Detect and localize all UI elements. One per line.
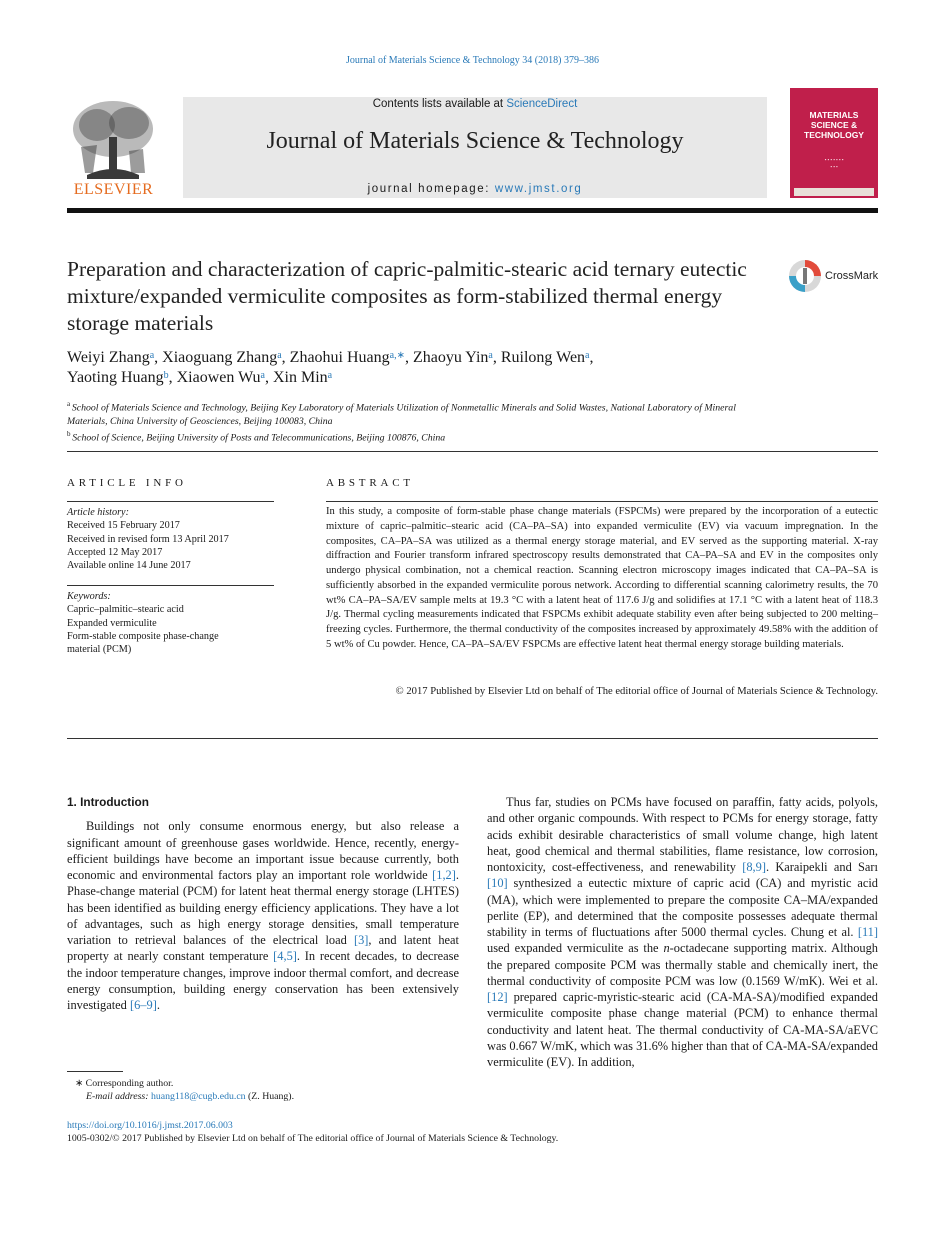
history-label: Article history: <box>67 507 129 518</box>
author-separator: , <box>281 349 290 366</box>
history-accepted: Accepted 12 May 2017 <box>67 546 163 558</box>
author-name: Xiaoguang Zhang <box>162 349 278 366</box>
citation-link[interactable]: [1,2] <box>432 868 456 882</box>
keywords-label: Keywords: <box>67 591 111 602</box>
abstract-copyright: © 2017 Published by Elsevier Ltd on behalf of The editorial office of Journal of Materials Science & Technology. <box>395 686 878 697</box>
article-info-heading: ARTICLE INFO <box>67 477 187 489</box>
text-run: . In recent decades, to decrease the indoor temperature changes, improve indoor thermal comfort, and decrease energy consumption, building energy conservation has been extensively investigated <box>67 949 459 1012</box>
affiliation-mark: b <box>67 430 73 439</box>
text-run: . <box>156 998 160 1012</box>
author-affil-mark[interactable]: a <box>488 350 493 361</box>
author-separator: , <box>168 369 177 386</box>
homepage-link[interactable]: www.jmst.org <box>494 183 583 195</box>
citation-link[interactable]: [6–9] <box>129 998 157 1012</box>
keywords-rule <box>67 585 274 586</box>
author-separator: , <box>154 349 163 366</box>
article-history <box>67 506 274 572</box>
citation-link[interactable]: [11] <box>857 925 878 939</box>
publisher-wordmark: ELSEVIER <box>73 181 154 198</box>
text-run: . Karaipekli and Sarı <box>765 860 878 874</box>
affiliation-mark: a <box>67 400 72 408</box>
author-name: Xin Min <box>273 369 328 386</box>
history-revised: Received in revised form 13 April 2017 <box>67 533 229 545</box>
author-separator: , <box>589 349 594 366</box>
section-heading: 1. Introduction <box>67 795 149 809</box>
author-name: Weiyi Zhang <box>67 349 150 366</box>
keyword: Form-stable composite phase-change material (PCM) <box>67 630 219 656</box>
citation-link[interactable]: [8,9] <box>742 860 766 874</box>
header-rule <box>67 208 878 213</box>
author-affil-mark[interactable]: a <box>149 350 155 361</box>
divider-bottom <box>67 738 878 739</box>
author-separator: , <box>265 369 273 386</box>
footnote-rule <box>67 1071 123 1072</box>
cover-decoration-2: ▪ ▪ ▪ <box>830 164 838 169</box>
sciencedirect-link[interactable]: ScienceDirect <box>506 98 578 110</box>
issn-line: 1005-0302/© 2017 Published by Elsevier Ltd on behalf of The editorial office of Journal of Materials Science & Technology. <box>67 1133 559 1144</box>
author-affil-mark[interactable]: a <box>327 370 333 381</box>
crossmark-icon <box>788 259 822 293</box>
author-name: Xiaowen Wu <box>176 369 261 386</box>
intro-paragraph-2 <box>487 794 878 1070</box>
keywords <box>67 590 274 656</box>
intro-paragraph-1 <box>67 818 459 1013</box>
article-info-rule <box>67 501 274 502</box>
article-title: Preparation and characterization of capric-palmitic-stearic acid ternary eutectic mixture/expanded vermiculite composites as form-stabilized thermal energy storage materials <box>67 257 747 335</box>
author-separator: , <box>404 349 413 366</box>
history-online: Available online 14 June 2017 <box>67 560 191 572</box>
homepage-line: journal homepage: www.jmst.org <box>367 183 583 195</box>
author-affil-mark[interactable]: b <box>163 370 169 381</box>
footnote-corresponding: ∗ Corresponding author. <box>75 1078 174 1089</box>
author-affil-mark[interactable]: a,∗ <box>389 350 405 361</box>
journal-cover <box>790 88 878 198</box>
author-name: Yaoting Huang <box>67 369 164 386</box>
author-name: Ruilong Wen <box>500 349 586 366</box>
author-affil-mark[interactable]: a <box>277 350 282 361</box>
crossmark-label: CrossMark <box>825 270 879 282</box>
affiliation-text: School of Science, Beijing University of Posts and Telecommunications, Beijing 100876, China <box>72 432 446 444</box>
author-list <box>67 348 867 388</box>
cover-band <box>794 188 874 196</box>
author-separator: , <box>492 349 501 366</box>
author-name: Zhaohui Huang <box>289 349 390 366</box>
citation-link[interactable]: [12] <box>487 990 508 1004</box>
citation-link[interactable]: [3] <box>353 933 369 947</box>
text-run: Thus far, studies on PCMs have focused on paraffin, fatty acids, polyols, and other organic compounds. With respect to PCMs for energy storage, fatty acids exhibit desirable characteristics of small volume change, high latent heat, good chemical and thermal stabilities, flame resistance, low corrosion, nontoxicity, cost-effectiveness, and renewability <box>487 795 878 874</box>
footnote-email: E-mail address: huang118@cugb.edu.cn (Z. Huang). <box>86 1091 295 1102</box>
text-run: Buildings not only consume enormous energy, but also release a significant amount of greenhouse gases worldwide. Hence, recently, energy-efficient buildings have become an important issue because currently, both economic and environmental factors play an important role worldwide <box>67 819 459 882</box>
doi-link[interactable]: https://doi.org/10.1016/j.jmst.2017.06.003 <box>67 1120 233 1131</box>
body-column-right <box>487 794 878 1070</box>
divider-top <box>67 451 878 452</box>
abstract-rule <box>326 501 878 502</box>
crossmark-badge[interactable] <box>788 259 878 293</box>
citation-link[interactable]: [10] <box>487 876 508 891</box>
author-affil-mark[interactable]: a <box>585 350 590 361</box>
text-run: used expanded vermiculite as the <box>487 941 664 956</box>
keyword: Capric–palmitic–stearic acid <box>67 604 184 616</box>
contents-line: Contents lists available at ScienceDirect <box>372 98 578 110</box>
body-column-left <box>67 794 459 1013</box>
cover-decoration: ▪ ▪ ▪ ▪ ▪ ▪ ▪ <box>824 157 844 162</box>
affiliations <box>67 398 767 445</box>
cover-title: MATERIALS SCIENCE & TECHNOLOGY <box>804 110 864 140</box>
email-link[interactable]: huang118@cugb.edu.cn <box>150 1091 246 1102</box>
journal-citation[interactable]: Journal of Materials Science & Technology 34 (2018) 379–386 <box>346 55 599 66</box>
text-run: -octadecane supporting matrix. Although the prepared composite PCM was thermally stable and chemically inert, the thermal conductivity of composite PCM was low (0.1569 W/mK). Wei et al. <box>487 941 878 988</box>
text-run: . Phase-change material (PCM) for latent heat thermal energy storage (LHTES) has been identified as building energy efficiency applications. They have a lot of advantages, such as high energy storage densities, small temperature variation to retrieval balances of the electrical load <box>67 868 459 947</box>
affiliation <box>67 398 767 428</box>
text-run: prepared capric-myristic-stearic acid (CA-MA-SA)/modified expanded vermiculite composite phase change material (PCM) to enhance thermal conductivity and latent heat. The thermal conductivity of CA-MA-SA/aEVC was 0.667 W/mK, which was 31.6% higher than that of CA-MA-SA/expanded vermiculite (EV). In addition, <box>487 990 878 1069</box>
text-run: n <box>663 941 670 956</box>
citation-link[interactable]: [4,5] <box>273 949 297 964</box>
abstract-text: In this study, a composite of form-stable phase change materials (FSPCMs) were prepared by the incorporation of a eutectic mixture of capric–palmitic–stearic acid (CA–PA–SA) into expanded vermiculite (EV) via vacuum impregnation. In the composites, CA–PA–SA was utilized as a thermal energy storage material, and EV served as the supporting material. X-ray diffraction and Fourier transform infrared spectroscopy results demonstrated that CA–PA–SA and EV in the composites only undergo physical combination, not a chemical reaction. Scanning electron microscopy images indicated that CA–PA–SA is sufficiently absorbed in the expanded vermiculite porous network. According to differential scanning calorimetry results, the 70 wt% CA–PA–SA/EV sample melts at 19.3 °C with a latent heat of 117.6 J/g and solidifies at 17.1 °C with a latent heat of 118.3 J/g. Thermal cycling measurements indicated that FSPCMs exhibit adequate stability even after being subjected to 200 melting–freezing cycles. Furthermore, the thermal conductivity of the composites increased by approximately 49.58% with the addition of 5 wt% of Cu powder. Hence, CA–PA–SA/EV FSPCMs are effective latent heat thermal energy storage building materials. <box>326 506 878 650</box>
text-run: , and latent heat property at nearly constant temperature <box>67 933 459 964</box>
history-received: Received 15 February 2017 <box>67 520 180 532</box>
text-run: synthesized a eutectic mixture of capric acid (CA) and myristic acid (MA), which were implemented to prepare the composite CA–MA/expanded perlite (EP), and determined that the composite possesses adequate thermal stability in terms of fluctuations after 5000 thermal cycles. Chung et al. <box>487 876 878 939</box>
keyword: Expanded vermiculite <box>67 617 157 629</box>
journal-title: Journal of Materials Science & Technology <box>266 128 684 154</box>
author-affil-mark[interactable]: a <box>260 370 265 381</box>
elsevier-logo <box>67 97 160 197</box>
affiliation <box>67 428 767 445</box>
affiliation-text: School of Materials Science and Technology, Beijing Key Laboratory of Materials Utilization of Nonmetallic Minerals and Solid Wastes, National Laboratory of Mineral Materials, China University of Geosciences, Beijing 100083, China <box>67 402 736 427</box>
abstract-heading: ABSTRACT <box>326 477 414 489</box>
author-name: Zhaoyu Yin <box>412 349 489 366</box>
